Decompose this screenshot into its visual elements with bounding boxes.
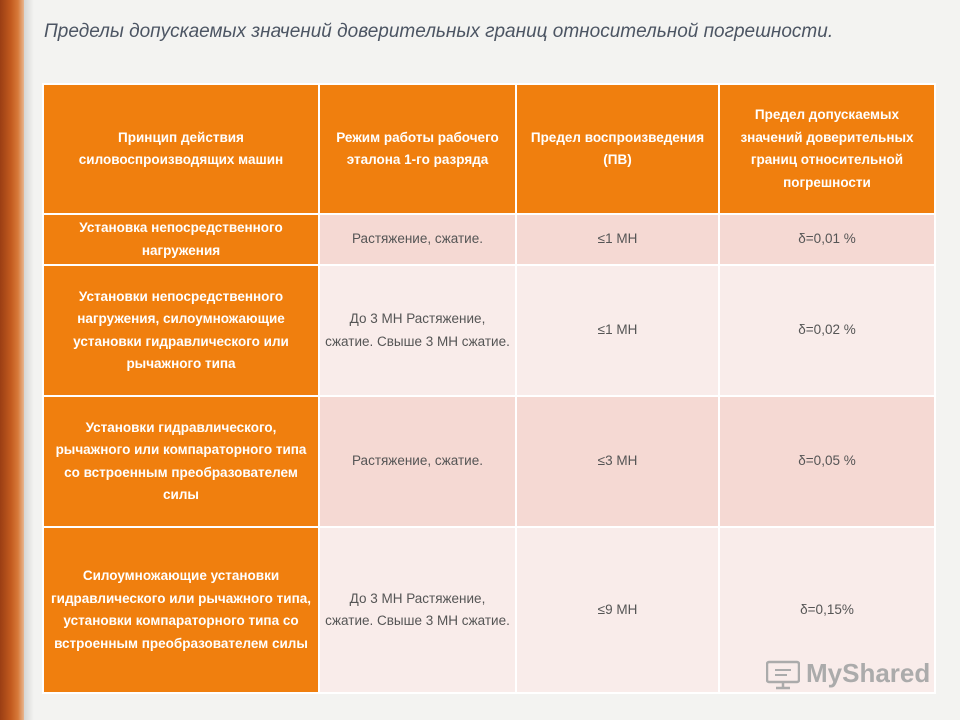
header-limit: Предел воспроизведения (ПВ) (516, 84, 719, 214)
limits-table (42, 83, 936, 694)
table-row (43, 265, 935, 396)
table-header-row (43, 84, 935, 214)
watermark-text: MyShared (806, 658, 931, 688)
cell-limit: ≤1 МН (516, 214, 719, 265)
cell-error: δ=0,02 % (719, 265, 935, 396)
header-mode: Режим работы рабочего эталона 1-го разряда (319, 84, 516, 214)
cell-mode: Растяжение, сжатие. (319, 396, 516, 527)
header-principle: Принцип действия силовоспроизводящих машин (43, 84, 319, 214)
presentation-board-icon (766, 660, 800, 690)
cell-mode: Растяжение, сжатие. (319, 214, 516, 265)
left-decorative-stripe (0, 0, 24, 720)
cell-principle: Силоумножающие установки гидравлического или рычажного типа, установки компараторного типа со встроенным преобразователем силы (43, 527, 319, 693)
cell-principle: Установки гидравлического, рычажного или компараторного типа со встроенным преобразователем силы (43, 396, 319, 527)
header-error: Предел допускаемых значений доверительных границ относительной погрешности (719, 84, 935, 214)
left-stripe-shadow (24, 0, 34, 720)
cell-mode: До 3 МН Растяжение, сжатие. Свыше 3 МН сжатие. (319, 527, 516, 693)
cell-principle: Установка непосредственного нагружения (43, 214, 319, 265)
table-row (43, 214, 935, 265)
myshared-watermark (766, 656, 931, 696)
slide-title: Пределы допускаемых значений доверительных границ относительной погрешности. (44, 21, 834, 42)
cell-limit: ≤3 МН (516, 396, 719, 527)
cell-limit: ≤1 МН (516, 265, 719, 396)
table-row (43, 396, 935, 527)
cell-limit: ≤9 МН (516, 527, 719, 693)
cell-error: δ=0,15% (719, 527, 935, 693)
cell-error: δ=0,01 % (719, 214, 935, 265)
cell-mode: До 3 МН Растяжение, сжатие. Свыше 3 МН сжатие. (319, 265, 516, 396)
cell-principle: Установки непосредственного нагружения, силоумножающие установки гидравлического или рычажного типа (43, 265, 319, 396)
cell-error: δ=0,05 % (719, 396, 935, 527)
